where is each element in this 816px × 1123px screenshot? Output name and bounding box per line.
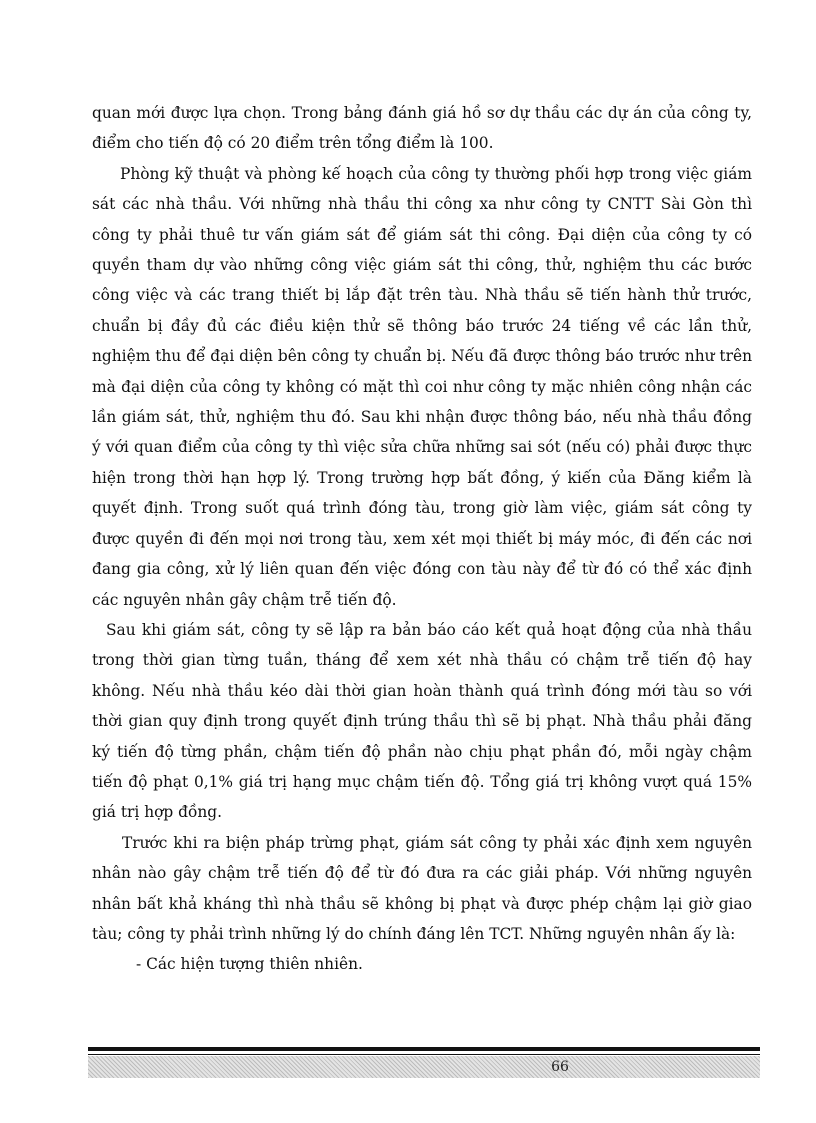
footer-divider-thin <box>88 1054 760 1055</box>
footer-divider-thick <box>88 1047 760 1051</box>
document-body <box>92 98 752 980</box>
footer-band <box>88 1056 760 1078</box>
bullet-item: - Các hiện tượng thiên nhiên. <box>136 955 363 974</box>
paragraph-4: Trước khi ra biện pháp trừng phạt, giám sát công ty phải xác định xem nguyên nhân nào gây chậm trễ tiến độ để từ đó đưa ra các giải pháp. Với những nguyên nhân bất khả kháng thì nhà thầu sẽ không bị phạt và được phép chậm lại giờ giao tàu; công ty phải trình những lý do chính đáng lên TCT. Những nguyên nhân ấy là: <box>92 833 752 943</box>
paragraph-2: Phòng kỹ thuật và phòng kế hoạch của công ty thường phối hợp trong việc giám sát các nhà thầu. Với những nhà thầu thi công xa như công ty CNTT Sài Gòn thì công ty phải thuê tư vấn giám sát để giám sát thi công. Đại diện của công ty có quyền tham dự vào những công việc giám sát thi công, thử, nghiệm thu các bước công việc và các trang thiết bị lắp đặt trên tàu. Nhà thầu sẽ tiến hành thử trước, chuẩn bị đầy đủ các điều kiện thử sẽ thông báo trước 24 tiếng về các lần thử, nghiệm thu để đại diện bên công ty chuẩn bị. Nếu đã được thông báo trước như trên mà đại diện của công ty không có mặt thì coi như công ty mặc nhiên công nhận các lần giám sát, thử, nghiệm thu đó. Sau khi nhận được thông báo, nếu nhà thầu đồng ý với quan điểm của công ty thì việc sửa chữa những sai sót (nếu có) phải được thực hiện trong thời hạn hợp lý. Trong trường hợp bất đồng, ý kiến của Đăng kiểm là quyết định. Trong suốt quá trình đóng tàu, trong giờ làm việc, giám sát công ty được quyền đi đến mọi nơi trong tàu, xem xét mọi thiết bị máy móc, đi đến các nơi đang gia công, xử lý liên quan đến việc đóng con tàu này để từ đó có thể xác định các nguyên nhân gây chậm trễ tiến độ. <box>92 164 752 609</box>
paragraph-1: quan mới được lựa chọn. Trong bảng đánh giá hồ sơ dự thầu các dự án của công ty, điểm cho tiến độ có 20 điểm trên tổng điểm là 100. <box>92 104 752 153</box>
page-number: 66 <box>551 1059 569 1075</box>
paragraph-3: Sau khi giám sát, công ty sẽ lập ra bản báo cáo kết quả hoạt động của nhà thầu trong thời gian từng tuần, tháng để xem xét nhà thầu có chậm trễ tiến độ hay không. Nếu nhà thầu kéo dài thời gian hoàn thành quá trình đóng mới tàu so với thời gian quy định trong quyết định trúng thầu thì sẽ bị phạt. Nhà thầu phải đăng ký tiến độ từng phần, chậm tiến độ phần nào chịu phạt phần đó, mỗi ngày chậm tiến độ phạt 0,1% giá trị hạng mục chậm tiến độ. Tổng giá trị không vượt quá 15% giá trị hợp đồng. <box>92 620 752 822</box>
